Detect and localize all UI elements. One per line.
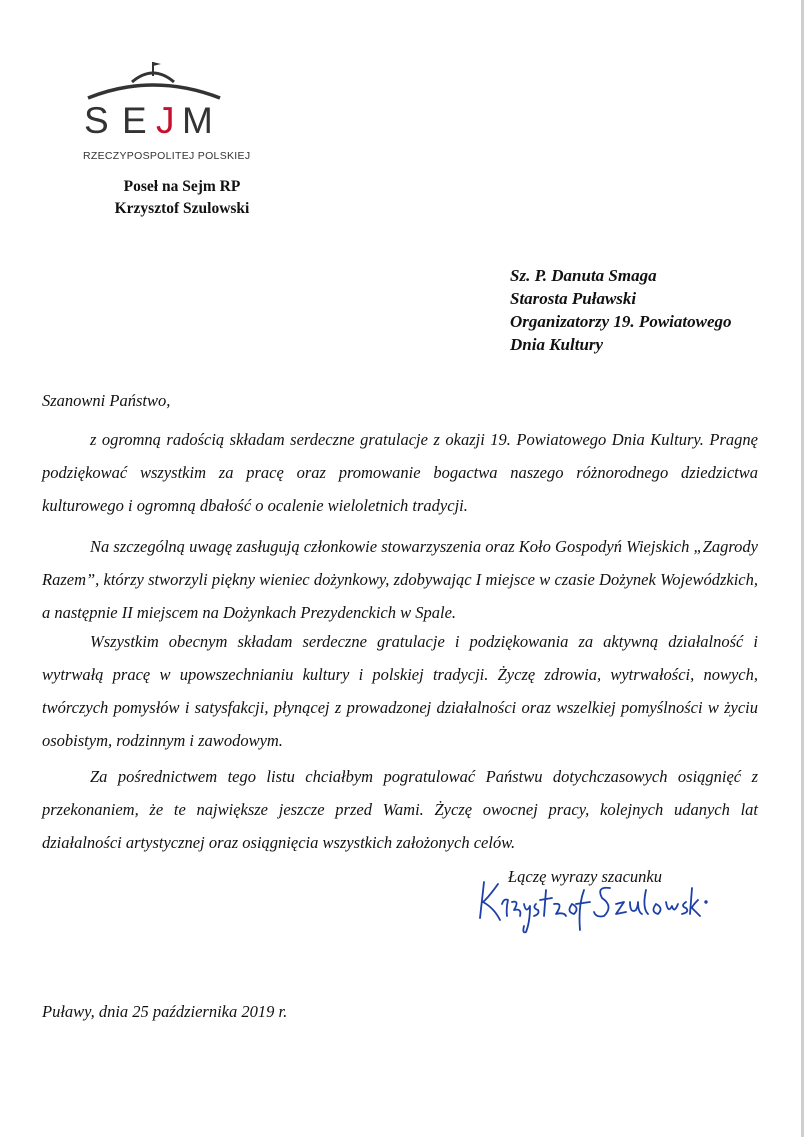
sender-name: Krzysztof Szulowski (114, 200, 250, 217)
recipient-block (510, 264, 790, 356)
salutation: Szanowni Państwo, (42, 391, 171, 410)
recipient-line-1: Sz. P. Danuta Smaga (510, 266, 657, 285)
logo-subtitle: RZECZYPOSPOLITEJ POLSKIEJ (83, 150, 251, 162)
sejm-dome-icon (80, 54, 230, 104)
recipient-line-2: Starosta Puławski (510, 289, 637, 308)
place-and-date: Puławy, dnia 25 października 2019 r. (42, 1002, 288, 1021)
body-paragraph-3: Wszystkim obecnym składam serdeczne gratulacje i podziękowania za aktywną działalność i wytrwałą pracę w upowszechnianiu kultury i polskiej tradycji. Życzę zdrowia, wytrwałości, nowych, twórczych pomysłów i satysfakcji, płynącej z prowadzonej działalności oraz wszelkiej pomyślności w życiu osobistym, rodzinnym i zawodowym. (42, 632, 758, 750)
handwritten-signature (470, 860, 710, 940)
body-paragraph-2: Na szczególną uwagę zasługują członkowie stowarzyszenia oraz Koło Gospodyń Wiejskich „Zagrody Razem”, którzy stworzyli piękny wieniec dożynkowy, zdobywając I miejsce w czasie Dożynek Wojewódzkich, a następnie II miejscem na Dożynkach Prezydenckich w Spale. (42, 537, 758, 622)
logo-letter-s: S (84, 100, 115, 141)
recipient-line-4: Dnia Kultury (510, 335, 604, 354)
logo-letter-e: E (122, 100, 153, 141)
sejm-logo (80, 54, 251, 174)
sender-title: Poseł na Sejm RP (123, 178, 241, 195)
logo-letter-m: M (182, 100, 219, 141)
body-paragraph-4: Za pośrednictwem tego listu chciałbym pogratulować Państwu dotychczasowych osiągnięć z przekonaniem, że te największe jeszcze przed Wami. Życzę owocnej pracy, kolejnych udanych lat działalności artystycznej oraz osiągnięcia wszystkich założonych celów. (42, 767, 758, 852)
recipient-line-3: Organizatorzy 19. Powiatowego (510, 312, 732, 331)
sender-block (82, 176, 282, 220)
closing-phrase: Łączę wyrazy szacunku (508, 867, 662, 886)
body-paragraph-1: z ogromną radością składam serdeczne gratulacje z okazji 19. Powiatowego Dnia Kultury. Pragnę podziękować wszystkim za pracę oraz promowanie bogactwa naszego różnorodnego dziedzictwa kulturowego i ogromną dbałość o ocalenie wieloletnich tradycji. (42, 430, 758, 515)
logo-letter-j: J (156, 100, 181, 141)
